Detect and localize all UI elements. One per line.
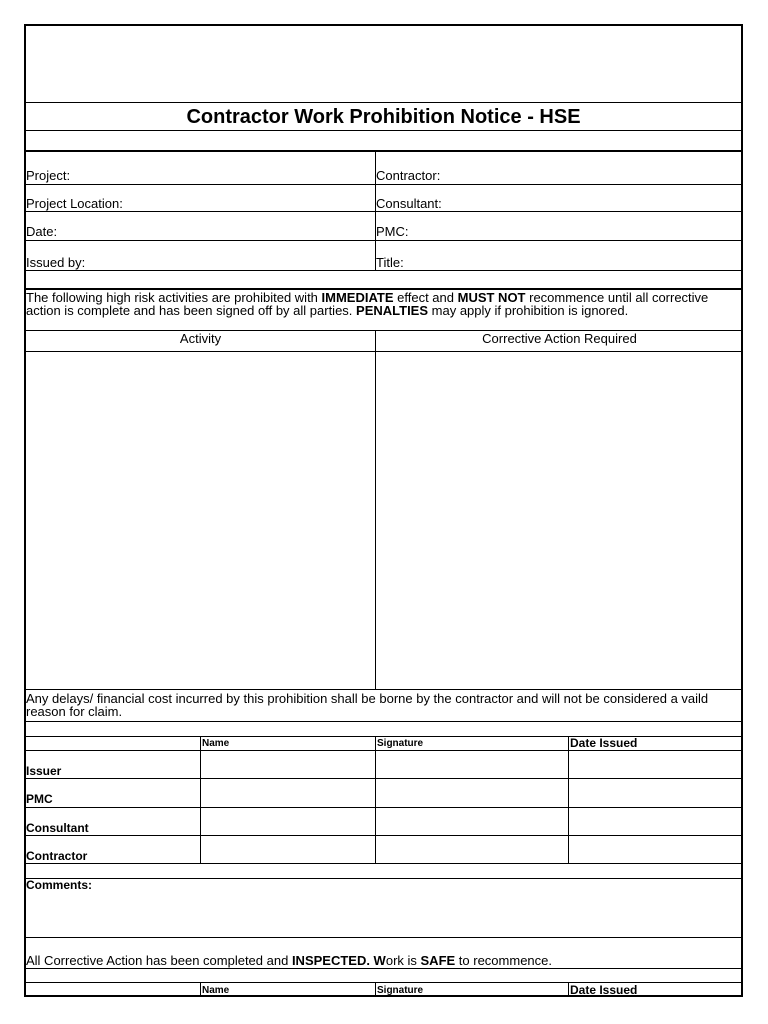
page-title: Contractor Work Prohibition Notice - HSE [186, 106, 581, 128]
rule [26, 130, 741, 131]
rule [26, 778, 741, 779]
rule [26, 835, 741, 836]
completion-emphasis: SAFE [420, 953, 456, 968]
date-issued-column-header: Date Issued [570, 736, 638, 750]
rule [26, 211, 741, 212]
rule [26, 937, 741, 938]
activity-column-header: Activity [179, 331, 222, 346]
rule [26, 240, 741, 241]
consultant-row-label: Consultant [26, 821, 89, 835]
rule [26, 878, 741, 879]
consultant-label: Consultant: [376, 196, 442, 211]
rule [26, 807, 741, 808]
notice-emphasis: IMMEDIATE [321, 290, 394, 305]
rule [200, 982, 201, 997]
prohibition-notice-form [24, 24, 743, 997]
rule [375, 736, 376, 863]
rule [26, 689, 741, 690]
signature-column-header: Signature [377, 738, 424, 749]
notice-emphasis: MUST NOT [457, 290, 526, 305]
rule [26, 968, 741, 969]
rule [568, 982, 569, 997]
date-label: Date: [26, 224, 58, 239]
completion-text: to recommence. [455, 953, 553, 968]
rule [26, 351, 741, 352]
notice-text: may apply if prohibition is ignored. [428, 303, 629, 318]
name-column-header: Name [202, 738, 230, 749]
rule [375, 330, 376, 689]
rule [568, 736, 569, 863]
rule [375, 982, 376, 997]
completion-text: ork is [385, 953, 421, 968]
contractor-label: Contractor: [376, 168, 441, 183]
delay-note: Any delays/ financial cost incurred by this prohibition shall be borne by the contractor and will not be considered a vaild reason for claim. [26, 691, 709, 719]
completion-statement [26, 954, 552, 967]
notice-text: effect and [393, 290, 458, 305]
issued-by-label: Issued by: [26, 255, 86, 270]
rule [26, 270, 741, 271]
final-signature-column-header: Signature [377, 985, 424, 996]
issuer-row-label: Issuer [26, 764, 62, 778]
rule [200, 736, 201, 863]
project-label: Project: [26, 168, 71, 183]
pmc-row-label: PMC [26, 792, 53, 806]
rule [26, 750, 741, 751]
rule [26, 102, 741, 103]
pmc-label: PMC: [376, 224, 409, 239]
notice-text: recommence until all corrective action is complete and has been signed off by all parties. [26, 290, 709, 318]
contractor-row-label: Contractor [26, 849, 88, 863]
rule [26, 863, 741, 864]
final-name-column-header: Name [202, 985, 230, 996]
notice-emphasis: PENALTIES [356, 303, 429, 318]
title-label: Title: [376, 255, 404, 270]
prohibition-notice-text [26, 291, 737, 317]
notice-text: The following high risk activities are prohibited with [26, 290, 322, 305]
final-date-issued-column-header: Date Issued [570, 983, 638, 997]
rule [26, 721, 741, 722]
comments-label: Comments: [26, 878, 93, 892]
completion-emphasis: INSPECTED. W [291, 953, 386, 968]
rule [26, 184, 741, 185]
completion-text: All Corrective Action has been completed and [26, 953, 292, 968]
rule [26, 150, 741, 152]
corrective-action-column-header: Corrective Action Required [482, 331, 637, 346]
project-location-label: Project Location: [26, 196, 123, 211]
